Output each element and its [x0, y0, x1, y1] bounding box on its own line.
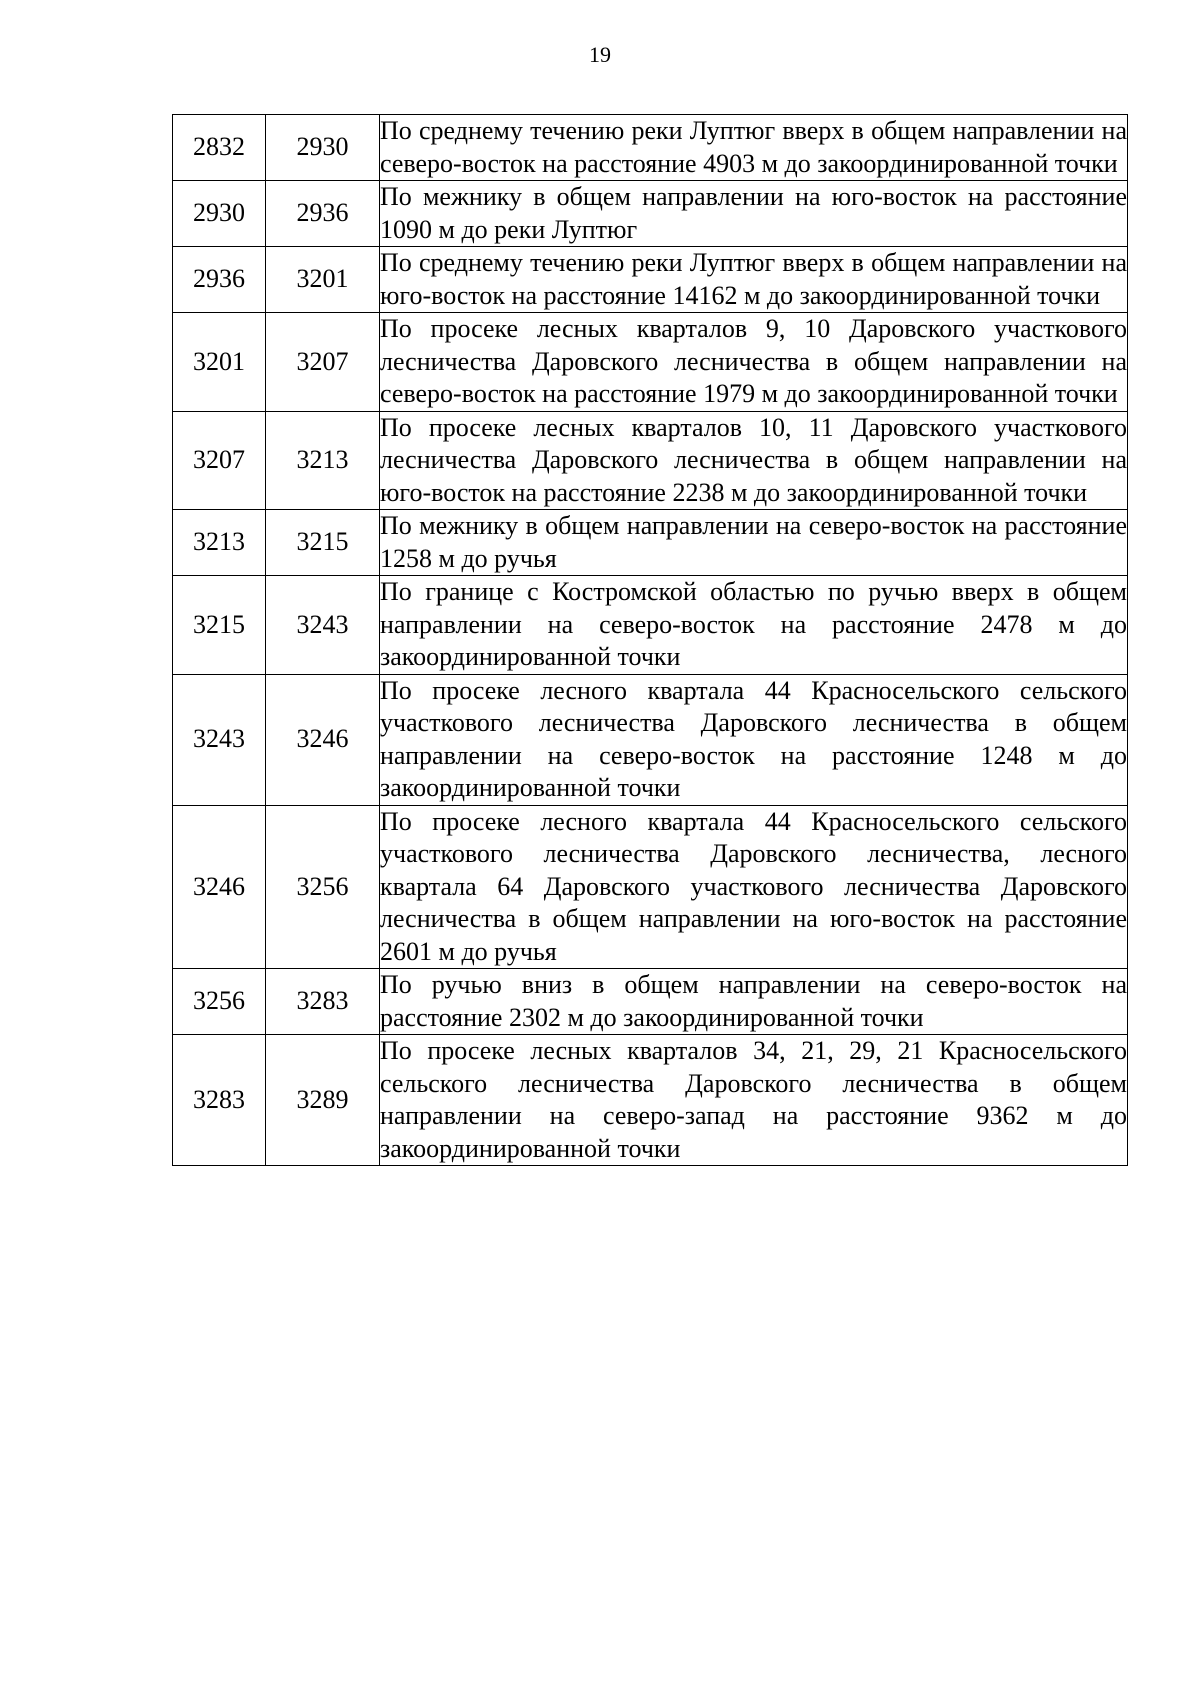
- from-point-cell: 2936: [173, 247, 266, 313]
- from-point-cell: 3215: [173, 576, 266, 675]
- boundary-description-cell: По просеке лесных кварталов 9, 10 Даровского участкового лесничества Даровского лесничества в общем направлении на северо-восток на расстояние 1979 м до закоординированной точки: [380, 313, 1128, 412]
- from-point-cell: 3283: [173, 1035, 266, 1166]
- boundary-description-cell: По просеке лесного квартала 44 Красносельского сельского участкового лесничества Даровского лесничества, лесного квартала 64 Даровского участкового лесничества Даровского лесничества в общем направлении на юго-восток на расстояние 2601 м до ручья: [380, 805, 1128, 969]
- boundary-description-cell: По межнику в общем направлении на юго-восток на расстояние 1090 м до реки Луптюг: [380, 181, 1128, 247]
- boundary-description-cell: По просеке лесного квартала 44 Красносельского сельского участкового лесничества Даровского лесничества в общем направлении на северо-восток на расстояние 1248 м до закоординированной точки: [380, 674, 1128, 805]
- table-row: [173, 576, 1128, 675]
- from-point-cell: 3201: [173, 313, 266, 412]
- table-row: [173, 115, 1128, 181]
- table-row: [173, 510, 1128, 576]
- table-row: [173, 411, 1128, 510]
- from-point-cell: 2832: [173, 115, 266, 181]
- boundary-description-cell: По межнику в общем направлении на северо-восток на расстояние 1258 м до ручья: [380, 510, 1128, 576]
- from-point-cell: 3246: [173, 805, 266, 969]
- boundary-description-cell: По просеке лесных кварталов 10, 11 Даровского участкового лесничества Даровского лесничества в общем направлении на юго-восток на расстояние 2238 м до закоординированной точки: [380, 411, 1128, 510]
- to-point-cell: 3201: [266, 247, 380, 313]
- table-row: [173, 181, 1128, 247]
- boundary-description-cell: По ручью вниз в общем направлении на северо-восток на расстояние 2302 м до закоординированной точки: [380, 969, 1128, 1035]
- to-point-cell: 3243: [266, 576, 380, 675]
- from-point-cell: 3256: [173, 969, 266, 1035]
- to-point-cell: 2930: [266, 115, 380, 181]
- table-row: [173, 969, 1128, 1035]
- to-point-cell: 3256: [266, 805, 380, 969]
- to-point-cell: 3215: [266, 510, 380, 576]
- boundary-description-cell: По среднему течению реки Луптюг вверх в общем направлении на юго-восток на расстояние 14162 м до закоординированной точки: [380, 247, 1128, 313]
- to-point-cell: 3213: [266, 411, 380, 510]
- boundary-description-cell: По просеке лесных кварталов 34, 21, 29, 21 Красносельского сельского лесничества Даровского лесничества в общем направлении на северо-запад на расстояние 9362 м до закоординированной точки: [380, 1035, 1128, 1166]
- boundary-description-cell: По границе с Костромской областью по ручью вверх в общем направлении на северо-восток на расстояние 2478 м до закоординированной точки: [380, 576, 1128, 675]
- from-point-cell: 3243: [173, 674, 266, 805]
- table-row: [173, 805, 1128, 969]
- to-point-cell: 3246: [266, 674, 380, 805]
- boundary-description-table: [172, 114, 1128, 1166]
- boundary-description-cell: По среднему течению реки Луптюг вверх в общем направлении на северо-восток на расстояние 4903 м до закоординированной точки: [380, 115, 1128, 181]
- to-point-cell: 3207: [266, 313, 380, 412]
- table-row: [173, 247, 1128, 313]
- table-row: [173, 313, 1128, 412]
- table-row: [173, 1035, 1128, 1166]
- to-point-cell: 2936: [266, 181, 380, 247]
- to-point-cell: 3283: [266, 969, 380, 1035]
- table-row: [173, 674, 1128, 805]
- page-number: 19: [589, 42, 611, 67]
- from-point-cell: 3213: [173, 510, 266, 576]
- from-point-cell: 3207: [173, 411, 266, 510]
- to-point-cell: 3289: [266, 1035, 380, 1166]
- from-point-cell: 2930: [173, 181, 266, 247]
